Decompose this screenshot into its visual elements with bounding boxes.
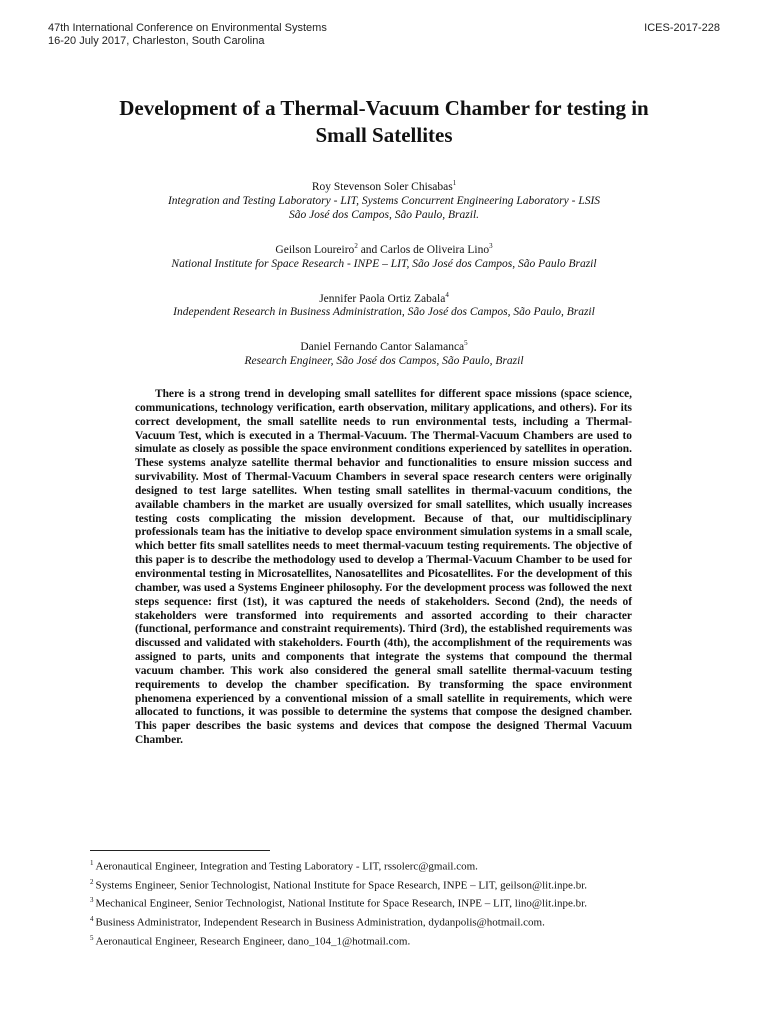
author-name: Roy Stevenson Soler Chisabas$^1$: [311, 179, 457, 193]
author-block-2: [60, 239, 708, 271]
title-line-2: Small Satellites: [315, 123, 453, 147]
paper-title: [60, 95, 708, 149]
title-line-1: Development of a Thermal-Vacuum Chamber for testing in: [119, 96, 649, 120]
abstract: There is a strong trend in developing small satellites for different space missions (space science, communications, technology verification, earth observation, military applications, and others). For its correct development, the small satellite needs to run environmental tests, including a Thermal-Vacuum Test, which is executed in a Thermal-Vacuum. The Thermal-Vacuum Chambers are used to simulate as closely as possible the space environment conditions experienced by satellites in operation. These systems analyze satellite thermal behavior and functionalities to ensure mission success and survivability. Most of Thermal-Vacuum Chambers in several space research centers were originally designed to test large satellites. When testing small satellites in thermal-vacuum conditions, the available chambers in the market are usually oversized for small satellites, which usually increases testing costs complicating the mission development. Because of that, our multidisciplinary professionals team has the initiative to develop space environment simulation systems in a small scale, which better fits small satellites needs to meet thermal-vacuum testing requirements. The objective of this paper is to describe the methodology used to develop a Thermal-Vacuum Chamber to be used for environmental testing in Microsatellites, Nanosatellites and Picosatellites. For the development of this chamber, was used a Systems Engineer philosophy. For the development process was followed the next steps sequence: first (1st), it was captured the needs of stakeholders. Second (2nd), the needs of stakeholders were transformed into requirements and assorted according to their character (functional, performance and constraint requirements). Third (3rd), the established requirements was discussed and validated with stakeholders. Fourth (4th), the accomplishment of the requirements was assigned to parts, units and components that integrate the systems that compound the thermal vacuum chamber. This work also considered the general small satellite thermal-vacuum testing requirements to develop the chamber specification. By transforming the space environment phenomena experienced by a conventional mission of a small satellite in requirements, which were allocated to functions, it was possible to determine the systems that compose the designed chamber. This paper describes the basic systems and devices that compose the designed Thermal Vacuum Chamber.: [135, 388, 632, 747]
footnote-4: $^4$ Business Administrator, Independent Research in Business Administration, dydanpolis@hotmail.com.: [90, 914, 545, 929]
author-affiliation: São José dos Campos, São Paulo, Brazil.: [288, 208, 480, 221]
author-name: Daniel Fernando Cantor Salamanca$^5$: [300, 339, 468, 354]
author-name: Geilson Loureiro$^2$ and Carlos de Oliveira Lino$^3$: [275, 241, 493, 256]
footnote-divider: [90, 850, 270, 851]
author-block-4: [60, 336, 708, 368]
footnote-2: $^2$ Systems Engineer, Senior Technologist, National Institute for Space Research, INPE – LIT, geilson@lit.inpe.br.: [90, 877, 587, 892]
author-affiliation: National Institute for Space Research - INPE – LIT, São José dos Campos, São Paulo Brazil: [171, 257, 597, 270]
conference-info: [48, 22, 327, 48]
author-affiliation: Independent Research in Business Administration, São José dos Campos, São Paulo, Brazil: [173, 306, 595, 319]
author-name: Jennifer Paola Ortiz Zabala$^4$: [319, 290, 449, 305]
footnote-5: $^5$ Aeronautical Engineer, Research Engineer, dano_104_1@hotmail.com.: [90, 933, 411, 948]
author-list: [60, 176, 708, 385]
conference-date-place: 16-20 July 2017, Charleston, South Carolina: [48, 35, 265, 47]
paper-id: ICES-2017-228: [644, 22, 720, 34]
conference-name: 47th International Conference on Environmental Systems: [48, 22, 327, 34]
author-block-3: [60, 288, 708, 320]
author-affiliation: Integration and Testing Laboratory - LIT, Systems Concurrent Engineering Laboratory - LSIS: [167, 194, 601, 207]
footnote-1: $^1$ Aeronautical Engineer, Integration and Testing Laboratory - LIT, rssolerc@gmail.com.: [90, 859, 478, 873]
footnote-list: [90, 856, 708, 949]
author-block-1: [60, 176, 708, 222]
footnote-3: $^3$ Mechanical Engineer, Senior Technologist, National Institute for Space Research, INPE – LIT, lino@lit.inpe.br.: [90, 896, 587, 910]
author-affiliation: Research Engineer, São José dos Campos, São Paulo, Brazil: [244, 355, 524, 368]
